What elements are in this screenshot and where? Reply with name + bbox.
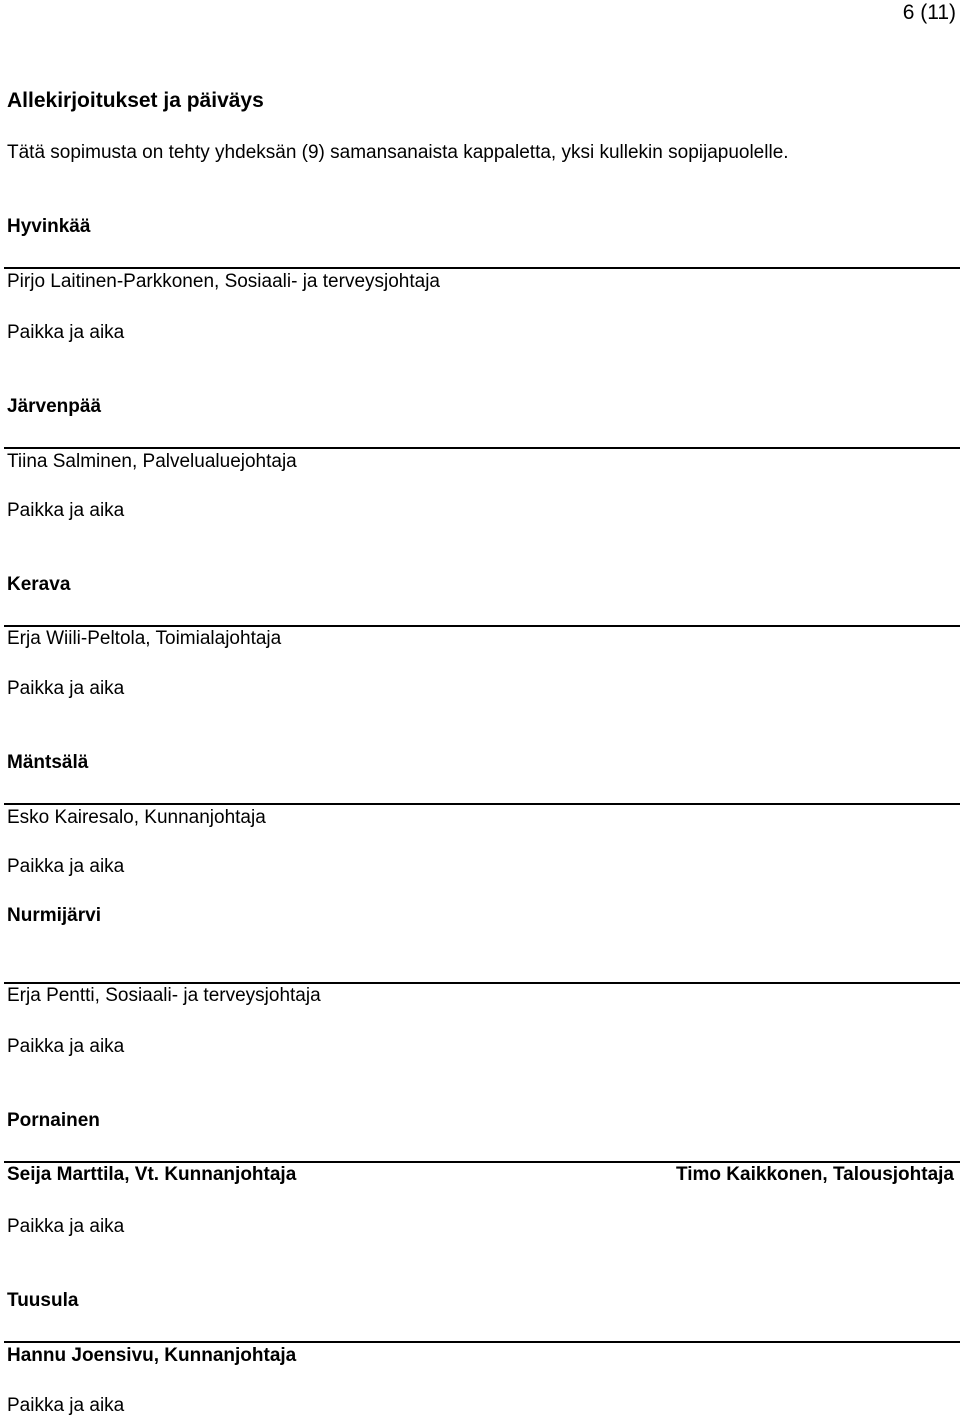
place-and-time-label: Paikka ja aika [7, 1395, 125, 1416]
signature-line [4, 1161, 960, 1163]
place-and-time-label: Paikka ja aika [7, 856, 125, 877]
signature-line [4, 447, 960, 449]
place-and-time-label: Paikka ja aika [7, 322, 125, 343]
signature-line [4, 1341, 960, 1343]
signer-name-title: Seija Marttila, Vt. Kunnanjohtaja [7, 1164, 297, 1185]
place-and-time-label: Paikka ja aika [7, 500, 125, 521]
place-and-time-label: Paikka ja aika [7, 678, 125, 699]
municipality-name: Tuusula [7, 1290, 79, 1311]
municipality-name: Hyvinkää [7, 216, 91, 237]
place-and-time-label: Paikka ja aika [7, 1036, 125, 1057]
signer-name-title: Tiina Salminen, Palvelualuejohtaja [7, 451, 297, 472]
signer-name-title: Esko Kairesalo, Kunnanjohtaja [7, 807, 266, 828]
signer-name-title: Hannu Joensivu, Kunnanjohtaja [7, 1345, 297, 1366]
signature-line [4, 803, 960, 805]
municipality-name: Järvenpää [7, 396, 102, 417]
municipality-name: Pornainen [7, 1110, 100, 1131]
signer-name-title: Erja Pentti, Sosiaali- ja terveysjohtaja [7, 985, 321, 1006]
intro-paragraph: Tätä sopimusta on tehty yhdeksän (9) samansanaista kappaletta, yksi kullekin sopijapuolelle. [7, 142, 789, 163]
place-and-time-label: Paikka ja aika [7, 1216, 125, 1237]
signature-line [4, 982, 960, 984]
second-signer-name-title: Timo Kaikkonen, Talousjohtaja [675, 1164, 954, 1185]
signature-line [4, 625, 960, 627]
section-heading: Allekirjoitukset ja päiväys [7, 89, 264, 112]
municipality-name: Kerava [7, 574, 71, 595]
signature-line [4, 267, 960, 269]
signer-name-title: Pirjo Laitinen-Parkkonen, Sosiaali- ja terveysjohtaja [7, 271, 441, 292]
municipality-name: Nurmijärvi [7, 905, 101, 926]
signer-name-title: Erja Wiili-Peltola, Toimialajohtaja [7, 628, 282, 649]
page-number: 6 (11) [902, 1, 956, 24]
municipality-name: Mäntsälä [7, 752, 89, 773]
